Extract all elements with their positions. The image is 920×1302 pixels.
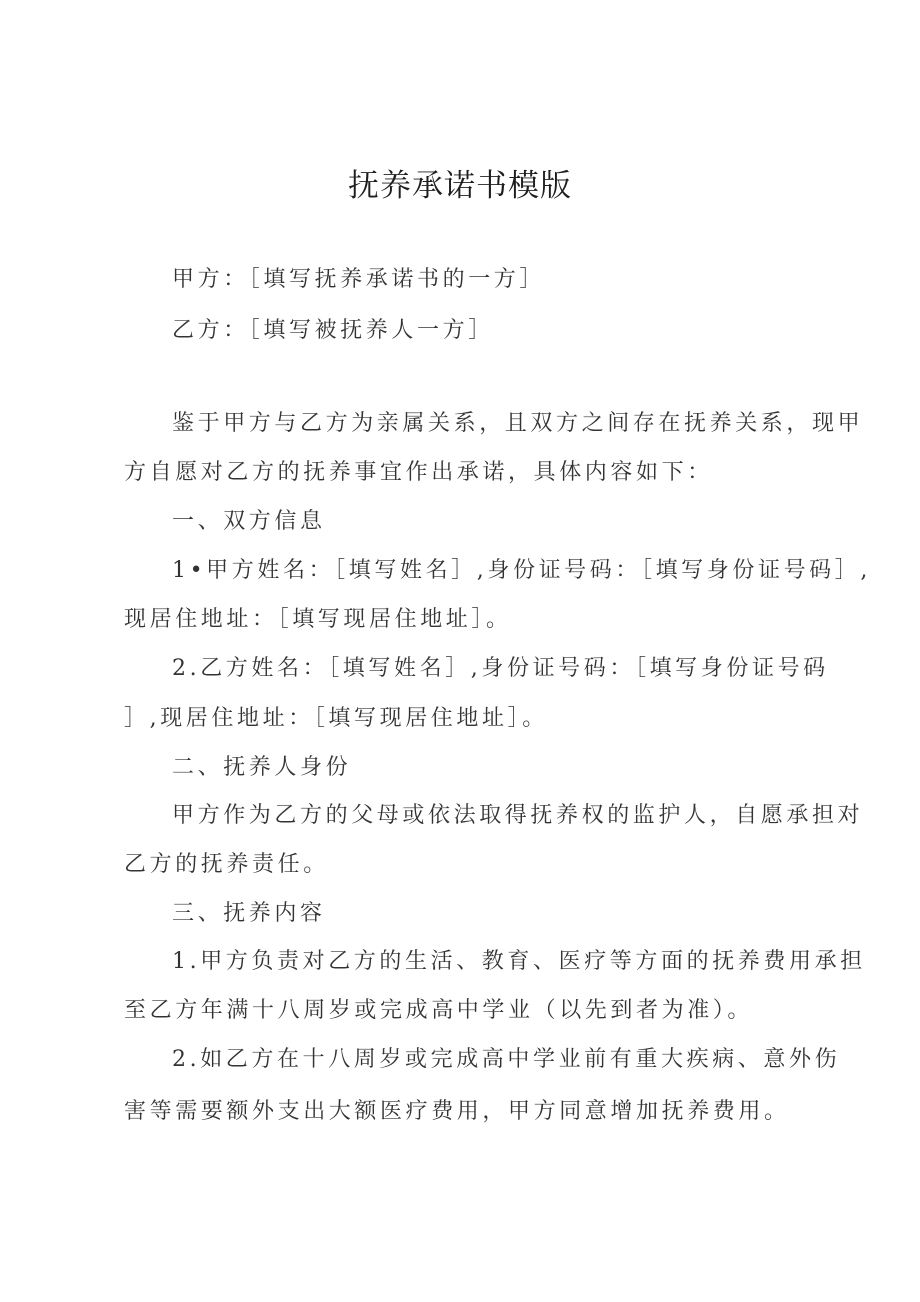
section-3-item-1-line-2: 至乙方年满十八周岁或完成高中学业（以先到者为准）。	[124, 998, 754, 1023]
party-b-line: 乙方：［填写被抚养人一方］	[172, 318, 494, 343]
section-1-item-1-line-1: 1•甲方姓名：［填写姓名］,身份证号码：［填写身份证号码］,	[172, 558, 871, 583]
party-a-line: 甲方：［填写抚养承诺书的一方］	[172, 267, 546, 292]
intro-line-1: 鉴于甲方与乙方为亲属关系，且双方之间存在抚养关系，现甲	[172, 411, 864, 436]
section-2-heading: 二、抚养人身份	[172, 755, 352, 780]
section-2-body-line-2: 乙方的抚养责任。	[124, 852, 329, 877]
section-2-body-line-1: 甲方作为乙方的父母或依法取得抚养权的监护人，自愿承担对	[172, 803, 864, 828]
section-3-item-1-line-1: 1.甲方负责对乙方的生活、教育、医疗等方面的抚养费用承担	[172, 949, 866, 974]
intro-line-2: 方自愿对乙方的抚养事宜作出承诺，具体内容如下：	[124, 460, 713, 485]
section-1-item-2-line-1: 2.乙方姓名：［填写姓名］,身份证号码：［填写身份证号码	[172, 656, 829, 681]
section-1-item-1-line-2: 现居住地址：［填写现居住地址］。	[124, 607, 512, 632]
document-title: 抚养承诺书模版	[348, 168, 572, 204]
section-3-item-2-line-1: 2.如乙方在十八周岁或完成高中学业前有重大疾病、意外伤	[172, 1047, 841, 1072]
section-1-heading: 一、双方信息	[172, 509, 326, 534]
section-3-heading: 三、抚养内容	[172, 901, 326, 926]
section-1-item-2-line-2: ］,现居住地址：［填写现居住地址］。	[124, 706, 548, 731]
section-3-item-2-line-2: 害等需要额外支出大额医疗费用，甲方同意增加抚养费用。	[124, 1099, 790, 1124]
